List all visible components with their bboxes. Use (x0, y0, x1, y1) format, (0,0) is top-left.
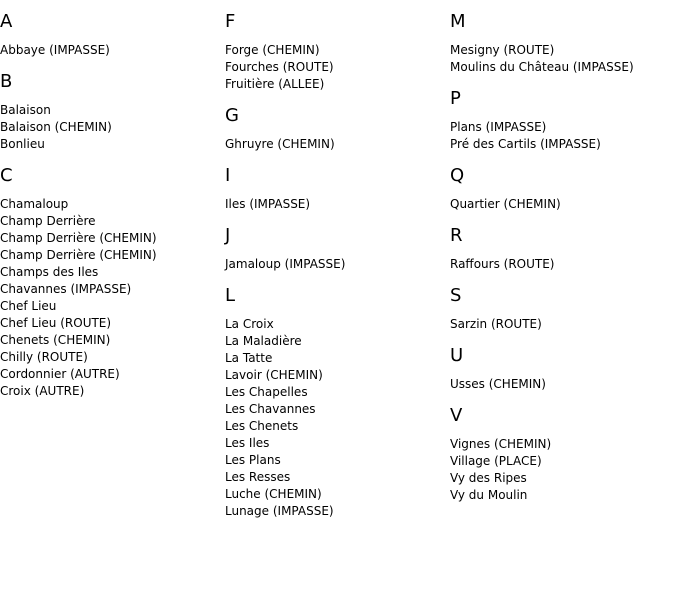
street-item: Chamaloup (0, 197, 69, 211)
letter-heading: G (225, 105, 239, 126)
street-list (0, 42, 222, 59)
letter-group (450, 88, 675, 153)
street-list (225, 256, 447, 273)
letter-group (450, 405, 675, 504)
street-item: Chavannes (IMPASSE) (0, 282, 132, 296)
street-list (225, 196, 447, 213)
street-item: Cordonnier (AUTRE) (0, 367, 120, 381)
street-list (450, 256, 675, 273)
street-item: Fruitière (ALLEE) (225, 77, 325, 91)
street-item: Pré des Cartils (IMPASSE) (450, 137, 601, 151)
letter-heading: A (0, 11, 13, 32)
street-item: Raffours (ROUTE) (450, 257, 555, 271)
letter-heading: V (450, 405, 463, 426)
street-item: Moulins du Château (IMPASSE) (450, 60, 634, 74)
letter-group (450, 225, 675, 273)
letter-group (0, 11, 222, 59)
street-item: La Tatte (225, 351, 273, 365)
letter-heading: J (225, 225, 231, 246)
street-item: Champs des Iles (0, 265, 99, 279)
letter-heading: R (450, 225, 463, 246)
street-item: Croix (AUTRE) (0, 384, 85, 398)
letter-group (450, 345, 675, 393)
letter-heading: I (225, 165, 231, 186)
street-list (450, 196, 675, 213)
street-item: Ghruyre (CHEMIN) (225, 137, 335, 151)
street-item: Mesigny (ROUTE) (450, 43, 555, 57)
street-list (225, 42, 447, 93)
street-item: Bonlieu (0, 137, 45, 151)
street-list (450, 436, 675, 504)
street-item: Les Chapelles (225, 385, 308, 399)
street-item: Les Iles (225, 436, 270, 450)
street-item: La Maladière (225, 334, 302, 348)
letter-group (225, 11, 447, 93)
street-item: Les Chavannes (225, 402, 316, 416)
street-item: Chef Lieu (ROUTE) (0, 316, 112, 330)
street-item: Forge (CHEMIN) (225, 43, 320, 57)
index-column (450, 0, 675, 504)
index-column (0, 0, 222, 400)
letter-heading: C (0, 165, 13, 186)
street-item: Vy du Moulin (450, 488, 528, 502)
letter-group (450, 165, 675, 213)
street-item: Vy des Ripes (450, 471, 527, 485)
letter-heading: F (225, 11, 236, 32)
letter-group (225, 285, 447, 520)
letter-heading: M (450, 11, 466, 32)
index-column (225, 0, 447, 520)
street-item: Village (PLACE) (450, 454, 542, 468)
street-item: La Croix (225, 317, 274, 331)
letter-group (0, 165, 222, 400)
street-item: Fourches (ROUTE) (225, 60, 334, 74)
letter-group (225, 105, 447, 153)
letter-heading: S (450, 285, 462, 306)
street-item: Vignes (CHEMIN) (450, 437, 552, 451)
street-list (225, 316, 447, 520)
street-list (450, 42, 675, 76)
street-item: Balaison (CHEMIN) (0, 120, 112, 134)
street-list (0, 102, 222, 153)
letter-heading: L (225, 285, 236, 306)
letter-group (225, 165, 447, 213)
street-item: Iles (IMPASSE) (225, 197, 311, 211)
street-item: Les Plans (225, 453, 281, 467)
letter-heading: P (450, 88, 461, 109)
street-item: Chilly (ROUTE) (0, 350, 88, 364)
street-item: Les Chenets (225, 419, 299, 433)
street-item: Champ Derrière (CHEMIN) (0, 248, 157, 262)
letter-heading: Q (450, 165, 465, 186)
street-item: Balaison (0, 103, 51, 117)
street-item: Quartier (CHEMIN) (450, 197, 561, 211)
street-item: Luche (CHEMIN) (225, 487, 322, 501)
street-list (450, 119, 675, 153)
street-item: Jamaloup (IMPASSE) (225, 257, 346, 271)
street-list (450, 316, 675, 333)
street-item: Chef Lieu (0, 299, 57, 313)
letter-group (450, 285, 675, 333)
street-item: Les Resses (225, 470, 291, 484)
letter-group (450, 11, 675, 76)
street-item: Lunage (IMPASSE) (225, 504, 334, 518)
street-list (450, 376, 675, 393)
street-item: Champ Derrière (CHEMIN) (0, 231, 157, 245)
street-item: Usses (CHEMIN) (450, 377, 546, 391)
letter-heading: U (450, 345, 464, 366)
street-list (0, 196, 222, 400)
street-item: Champ Derrière (0, 214, 96, 228)
street-item: Lavoir (CHEMIN) (225, 368, 323, 382)
street-item: Abbaye (IMPASSE) (0, 43, 110, 57)
letter-group (0, 71, 222, 153)
street-item: Chenets (CHEMIN) (0, 333, 111, 347)
street-item: Sarzin (ROUTE) (450, 317, 542, 331)
street-item: Plans (IMPASSE) (450, 120, 547, 134)
street-list (225, 136, 447, 153)
letter-group (225, 225, 447, 273)
letter-heading: B (0, 71, 13, 92)
